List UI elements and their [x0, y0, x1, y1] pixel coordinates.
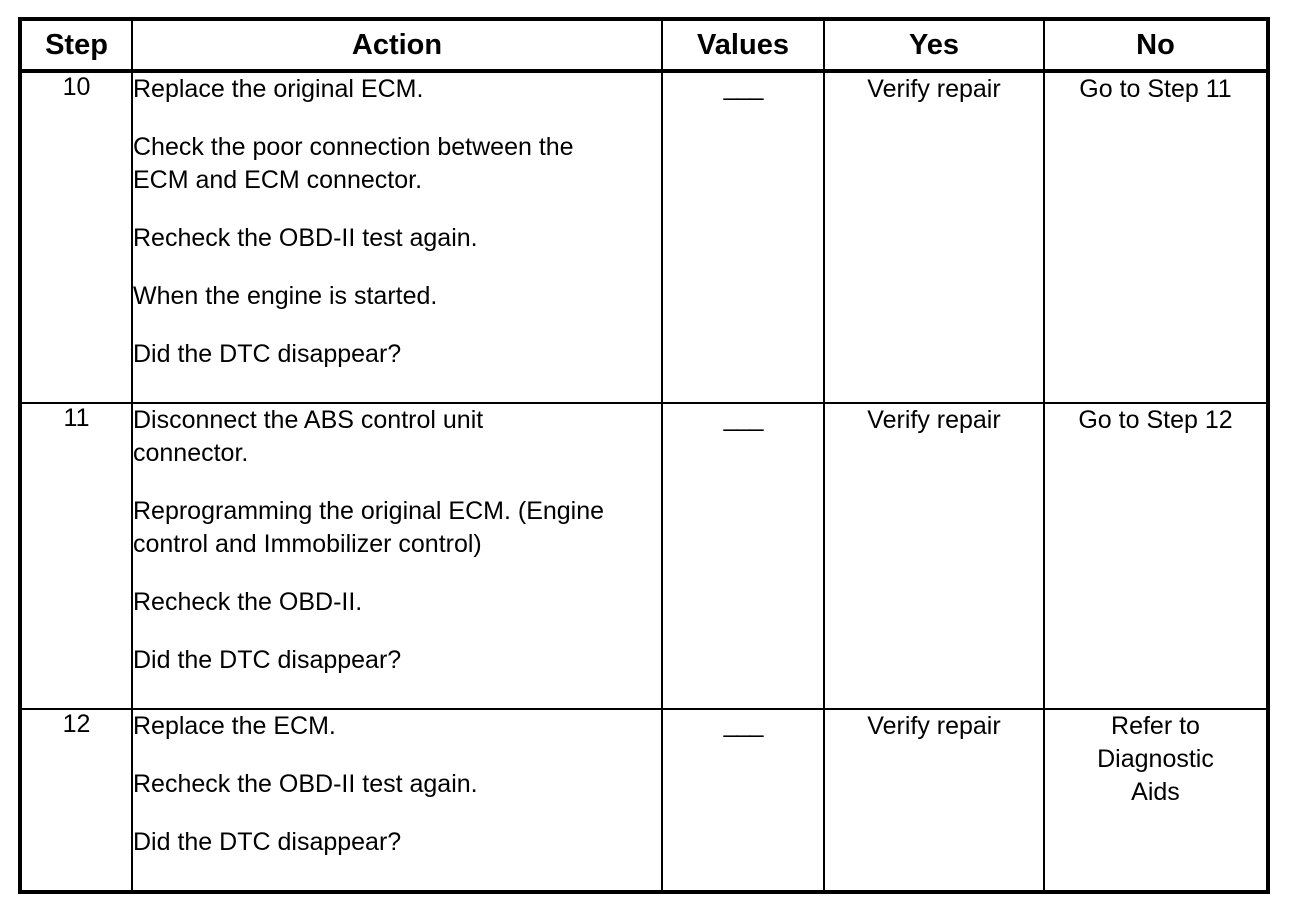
action-cell: [132, 403, 662, 709]
diagnostic-steps-table: [18, 17, 1270, 894]
action-line: Recheck the OBD-II.: [133, 588, 363, 616]
table-row: [20, 403, 1268, 709]
action-line: Disconnect the ABS control unit connector.: [133, 406, 484, 467]
table-row: [20, 71, 1268, 403]
action-line: Replace the ECM.: [133, 712, 336, 740]
yes-result: Verify repair: [824, 71, 1044, 403]
action-line: Check the poor connection between the ECM and ECM connector.: [133, 133, 574, 194]
table-header-row: [20, 19, 1268, 71]
action-cell: [132, 709, 662, 892]
values-placeholder: ___: [723, 73, 763, 101]
table-row: [20, 709, 1268, 892]
values-cell: [662, 71, 824, 403]
header-values: Values: [662, 19, 824, 71]
no-result: Go to Step 11: [1044, 71, 1268, 403]
step-number: 10: [20, 71, 132, 403]
action-line: Did the DTC disappear?: [133, 340, 402, 368]
action-line: Did the DTC disappear?: [133, 646, 402, 674]
diagnostic-table-container: [18, 17, 1266, 890]
header-action: Action: [132, 19, 662, 71]
action-line: Replace the original ECM.: [133, 75, 424, 103]
action-line: Recheck the OBD-II test again.: [133, 224, 478, 252]
action-line: Recheck the OBD-II test again.: [133, 770, 478, 798]
action-line: Did the DTC disappear?: [133, 828, 402, 856]
header-yes: Yes: [824, 19, 1044, 71]
action-cell: [132, 71, 662, 403]
step-number: 12: [20, 709, 132, 892]
step-number: 11: [20, 403, 132, 709]
values-placeholder: ___: [723, 404, 763, 432]
no-result: Refer to Diagnostic Aids: [1044, 709, 1268, 892]
header-step: Step: [20, 19, 132, 71]
action-line: Reprogramming the original ECM. (Engine control and Immobilizer control): [133, 497, 605, 558]
values-placeholder: ___: [723, 710, 763, 738]
yes-result: Verify repair: [824, 403, 1044, 709]
values-cell: [662, 709, 824, 892]
values-cell: [662, 403, 824, 709]
action-line: When the engine is started.: [133, 282, 438, 310]
yes-result: Verify repair: [824, 709, 1044, 892]
no-result: Go to Step 12: [1044, 403, 1268, 709]
header-no: No: [1044, 19, 1268, 71]
